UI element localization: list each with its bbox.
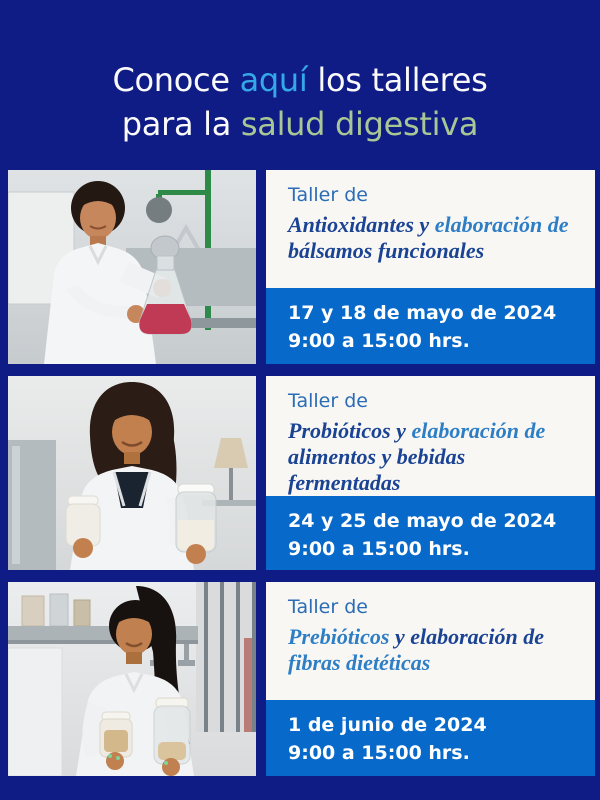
photo-woman-scientist-fiber-jars (8, 582, 256, 776)
workshop-label: Taller de (288, 596, 368, 618)
window-with-bars (196, 582, 256, 732)
aqui-link[interactable]: aquí (239, 61, 308, 99)
workshop-section-prebioticos (8, 582, 595, 776)
text-segment: fibras dietéticas (288, 650, 431, 675)
workshop-time: 9:00 a 15:00 hrs. (288, 538, 470, 560)
text-segment: los talleres (307, 61, 488, 99)
workshop-date: 24 y 25 de mayo de 2024 (288, 510, 557, 532)
lab-photo-illustration (8, 170, 256, 364)
workshop-card (266, 170, 595, 364)
text-segment: bálsamos funcionales (288, 238, 485, 263)
workshop-card-top (266, 376, 595, 496)
photo-man-scientist-jars (8, 376, 256, 570)
text-segment: alimentos y bebidas fermentadas (288, 444, 466, 495)
photo-woman-scientist-flask (8, 170, 256, 364)
workshop-card-top (266, 582, 595, 700)
workshop-title (288, 624, 579, 676)
workshop-card-top (266, 170, 595, 288)
fermented-milk-jar (176, 484, 216, 564)
text-segment: Probióticos y (288, 418, 412, 443)
text-segment: Conoce (112, 61, 240, 99)
workshop-time: 9:00 a 15:00 hrs. (288, 330, 470, 352)
text-segment: para la (121, 105, 241, 143)
workshop-card (266, 376, 595, 570)
text-segment: Antioxidantes y (288, 212, 435, 237)
white-cabinet (8, 648, 62, 776)
lab-photo-illustration (8, 376, 256, 570)
workshop-section-antioxidantes (8, 170, 595, 364)
workshop-title (288, 418, 579, 496)
workshop-title (288, 212, 579, 264)
workshop-label: Taller de (288, 184, 368, 206)
poster-title (0, 0, 600, 146)
workshop-label: Taller de (288, 390, 368, 412)
poster-title-line-1 (0, 58, 600, 102)
text-segment: salud digestiva (240, 105, 479, 143)
workshop-list (0, 170, 600, 776)
workshop-card (266, 582, 595, 776)
workshop-date: 17 y 18 de mayo de 2024 (288, 302, 557, 324)
text-segment: Prebióticos (288, 624, 395, 649)
workshop-date-bar (266, 700, 595, 776)
text-segment: elaboración de (434, 212, 569, 237)
lab-photo-illustration (8, 582, 256, 776)
workshop-section-probioticos (8, 376, 595, 570)
poster-title-line-2 (0, 102, 600, 146)
text-segment: elaboración de (411, 418, 546, 443)
workshop-time: 9:00 a 15:00 hrs. (288, 742, 470, 764)
workshop-date-bar (266, 288, 595, 364)
workshop-date: 1 de junio de 2024 (288, 714, 487, 736)
text-segment: y elaboración de (394, 624, 545, 649)
workshop-date-bar (266, 496, 595, 570)
